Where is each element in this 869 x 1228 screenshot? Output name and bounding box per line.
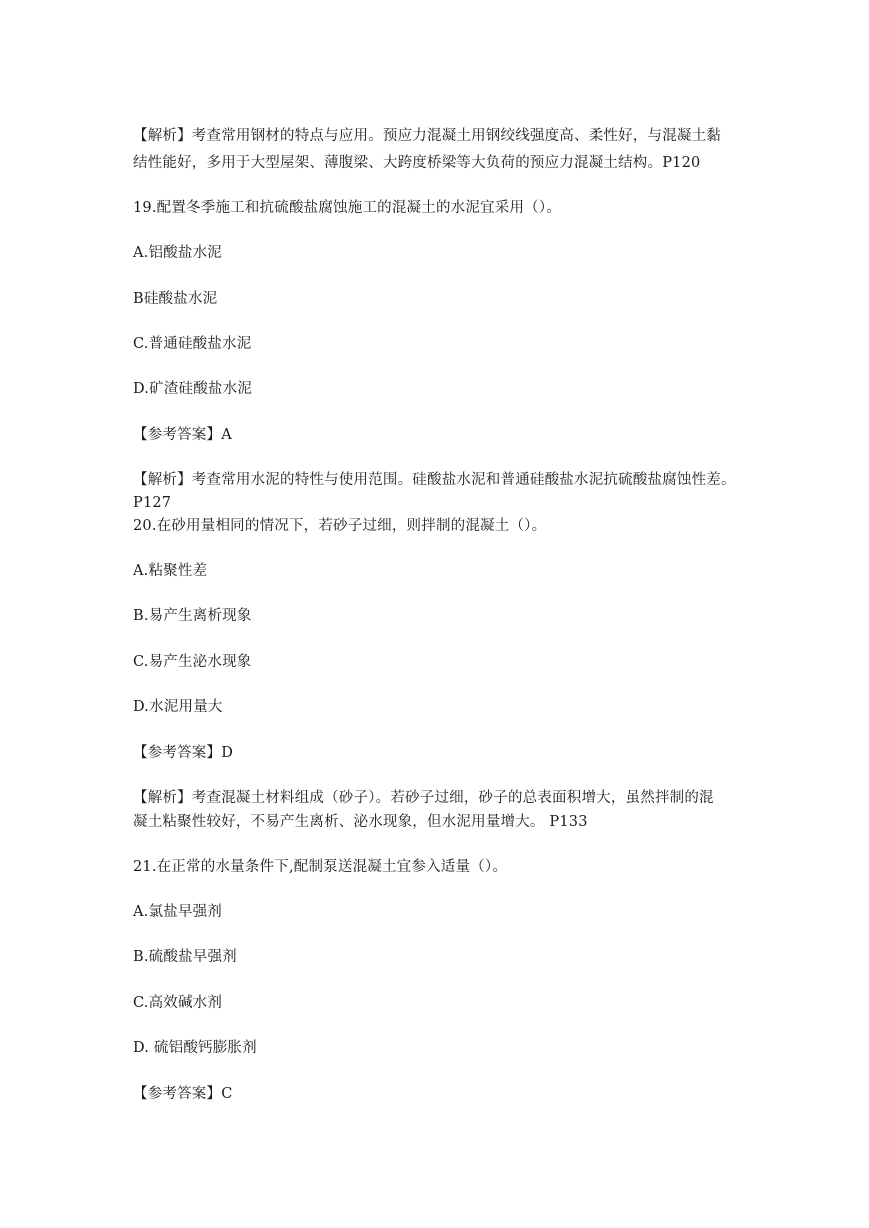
analysis-18-line-2: 结性能好，多用于大型屋架、薄腹梁、大跨度桥梁等大负荷的预应力混凝土结构。P120: [133, 155, 701, 171]
analysis-19-line-1: 【解析】考查常用水泥的特性与使用范围。硅酸盐水泥和普通硅酸盐水泥抗硫酸盐腐蚀性差。: [133, 472, 736, 488]
answer-21: 【参考答案】C: [133, 1086, 233, 1102]
question-19: 19.配置冬季施工和抗硫酸盐腐蚀施工的混凝土的水泥宜采用（）。: [133, 200, 562, 216]
option-21-d: D. 硫铝酸钙膨胀剂: [133, 1040, 257, 1056]
option-19-c: C.普通硅酸盐水泥: [133, 336, 252, 352]
analysis-18-line-1: 【解析】考查常用钢材的特点与应用。预应力混凝土用钢绞线强度高、柔性好，与混凝土黏: [133, 128, 721, 144]
option-21-c: C.高效碱水剂: [133, 995, 223, 1011]
option-20-a: A.粘聚性差: [133, 563, 208, 579]
option-19-a: A.铝酸盐水泥: [133, 245, 222, 261]
option-20-b: B.易产生离析现象: [133, 608, 252, 624]
answer-19: 【参考答案】A: [133, 427, 232, 443]
option-20-c: C.易产生泌水现象: [133, 654, 252, 670]
option-19-b: B硅酸盐水泥: [133, 291, 218, 307]
option-21-b: B.硫酸盐早强剂: [133, 949, 237, 965]
question-21: 21.在正常的水量条件下,配制泵送混凝土宜参入适量（）。: [133, 859, 508, 875]
analysis-19-line-2: P127: [133, 495, 172, 511]
answer-20: 【参考答案】D: [133, 745, 234, 761]
analysis-20-line-2: 凝土粘聚性较好，不易产生离析、泌水现象，但水泥用量增大。 P133: [133, 814, 588, 830]
question-20: 20.在砂用量相同的情况下，若砂子过细，则拌制的混凝土（）。: [133, 518, 547, 534]
option-19-d: D.矿渣硅酸盐水泥: [133, 381, 253, 397]
analysis-20-line-1: 【解析】考查混凝土材料组成（砂子）。若砂子过细，砂子的总表面积增大，虽然拌制的混: [133, 790, 714, 806]
option-21-a: A.氯盐早强剂: [133, 904, 222, 920]
option-20-d: D.水泥用量大: [133, 699, 223, 715]
